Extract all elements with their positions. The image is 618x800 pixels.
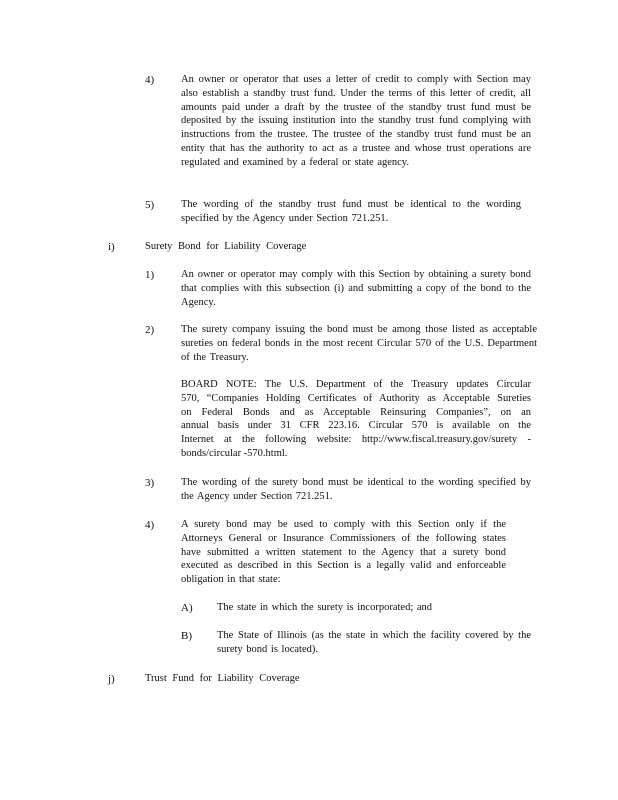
item-text: The surety company issuing the bond must be among those listed as acceptable sureties on federal bonds in the most recent Circular 570 of the U.S. Department of the Treasury. [181, 324, 537, 363]
board-note-line: annual basis under 31 CFR 223.16. Circular 570 is available on the [181, 420, 531, 432]
board-note-line: bonds/circular -570.html. [181, 447, 288, 459]
section-label: i) [108, 241, 115, 253]
section-heading: Surety Bond for Liability Coverage [145, 241, 307, 252]
item-number: 5) [145, 199, 155, 211]
board-note-line: Internet at the following website: http://www.fiscal.treasury.gov/surety - [181, 434, 531, 446]
section-label: j) [108, 673, 115, 685]
item-text: A surety bond may be used to comply with this Section only if the Attorneys General or Insurance Commissioners of the following states have submitted a written statement to the Agency that a surety bond executed as described in this Section is a legally valid and enforceable obligation in that state: [181, 519, 506, 586]
section-heading: Trust Fund for Liability Coverage [145, 673, 300, 684]
subitem-letter: A) [181, 602, 193, 614]
item-number: 4) [145, 74, 155, 86]
subitem-text: The State of Illinois (as the state in which the facility covered by the surety bond is located). [217, 630, 531, 655]
item-number: 1) [145, 269, 155, 281]
subitem-text: The state in which the surety is incorporated; and [217, 602, 433, 613]
board-note-line: BOARD NOTE: The U.S. Department of the Treasury updates Circular [181, 379, 531, 390]
item-text: The wording of the standby trust fund must be identical to the wording specified by the Agency under Section 721.251. [181, 199, 521, 224]
item-text: An owner or operator may comply with this Section by obtaining a surety bond that complies with this subsection (i) and submitting a copy of the bond to the Agency. [181, 269, 531, 308]
item-number: 4) [145, 519, 155, 531]
board-note-line: on Federal Bonds and as Acceptable Reinsuring Companies”, on an [181, 406, 531, 418]
board-note [181, 378, 531, 461]
subitem-letter: B) [181, 630, 192, 642]
item-text: The wording of the surety bond must be identical to the wording specified by the Agency under Section 721.251. [181, 477, 531, 502]
board-note-line: 570, “Companies Holding Certificates of Authority as Acceptable Sureties [181, 392, 531, 404]
item-number: 3) [145, 477, 155, 489]
item-text: An owner or operator that uses a letter of credit to comply with Section may also establish a standby trust fund. Under the terms of this letter of credit, all amounts paid under a draft by the trustee of the standby trust fund must be deposited by the issuing institution into the standby trust fund complying with instructions from the trustee. The trustee of the standby trust fund must be an entity that has the authority to act as a trustee and whose trust operations are regulated and examined by a federal or state agency. [181, 74, 531, 168]
item-number: 2) [145, 324, 155, 336]
